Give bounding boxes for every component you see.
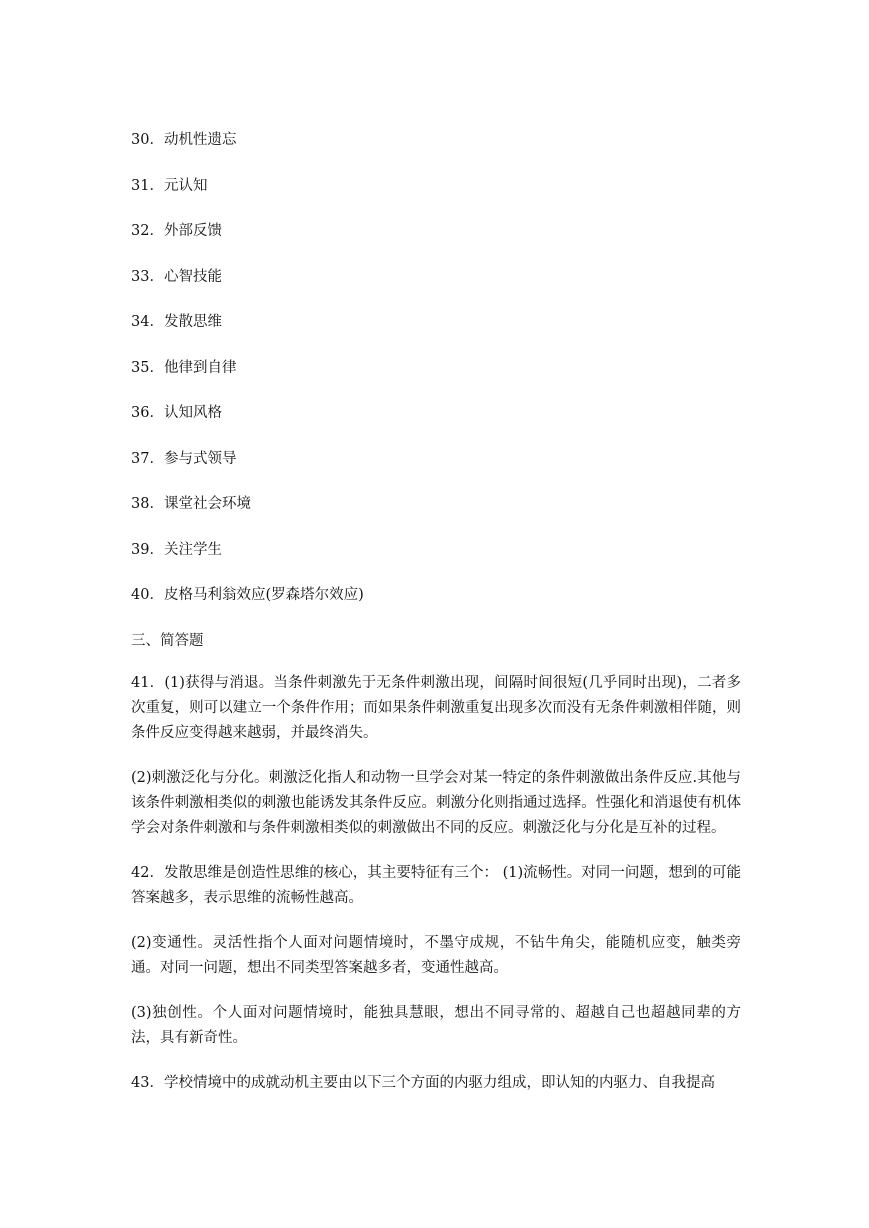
answer-paragraph-41-2: (2)刺激泛化与分化。刺激泛化指人和动物一旦学会对某一特定的条件刺激做出条件反应.其他与该条件刺激相类似的刺激也能诱发其条件反应。刺激分化则指通过选择。性强化和消退使有机体学会对条件刺激和与条件刺激相类似的刺激做出不同的反应。刺激泛化与分化是互补的过程。 [131,769,741,836]
term-item-32: 32．外部反馈 [131,223,222,239]
term-item-37: 37．参与式领导 [131,450,237,467]
term-item-30: 30．动机性遗忘 [131,132,237,148]
term-item-39: 39．关注学生 [131,541,222,558]
answer-paragraph-42-2: (2)变通性。灵活性指个人面对问题情境时，不墨守成规，不钻牛角尖，能随机应变，触类旁通。对同一问题，想出不同类型答案越多者，变通性越高。 [131,934,741,976]
term-item-31: 31．元认知 [131,177,208,194]
term-item-40: 40．皮格马利翁效应(罗森塔尔效应) [131,587,364,603]
term-item-35: 35．他律到自律 [131,359,237,376]
section-heading: 三、简答题 [131,632,204,649]
answer-paragraph-41-1: 41．(1)获得与消退。当条件刺激先于无条件刺激出现，间隔时间很短(几乎同时出现)，二者多次重复，则可以建立一个条件作用；而如果条件刺激重复出现多次而没有无条件刺激相伴随，则条件反应变得越来越弱，并最终消失。 [131,674,741,741]
term-item-34: 34．发散思维 [131,314,222,330]
document-page [131,130,741,1096]
term-item-36: 36．认知风格 [131,405,222,421]
answer-paragraph-42-3: (3)独创性。个人面对问题情境时，能独具慧眼，想出不同寻常的、超越自己也超越同辈的方法，具有新奇性。 [131,1004,741,1046]
term-item-38: 38．课堂社会环境 [131,496,251,512]
answer-paragraph-42-1: 42．发散思维是创造性思维的核心，其主要特征有三个： (1)流畅性。对同一问题，想到的可能答案越多，表示思维的流畅性越高。 [131,864,741,906]
answer-paragraph-43: 43．学校情境中的成就动机主要由以下三个方面的内驱力组成，即认知的内驱力、自我提高 [131,1074,715,1091]
term-item-33: 33．心智技能 [131,268,222,285]
